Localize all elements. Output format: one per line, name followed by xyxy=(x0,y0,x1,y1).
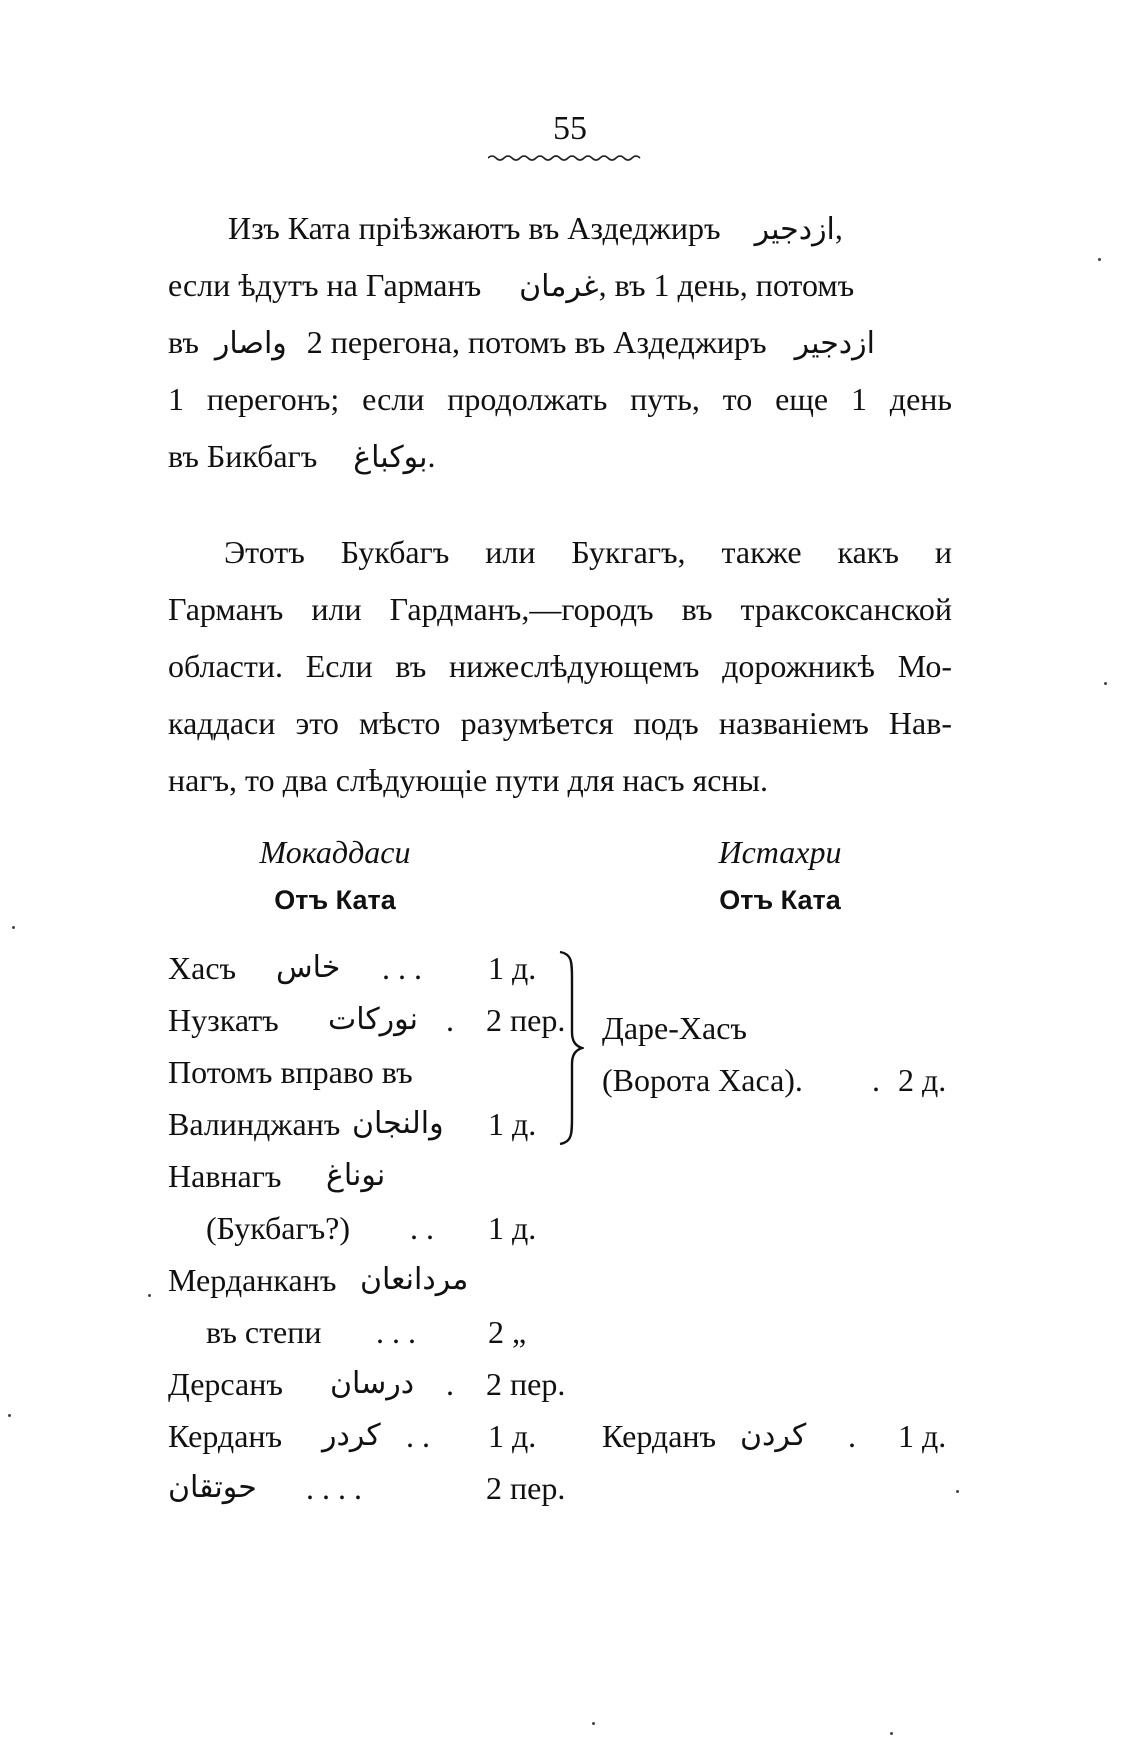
leader-dots: . . xyxy=(410,1210,434,1246)
left-column-header xyxy=(210,832,460,920)
arabic-name: كردن xyxy=(740,1418,807,1453)
page-number: 55 xyxy=(553,110,587,147)
scan-speck xyxy=(956,1490,959,1493)
left-from-label: Отъ Ката xyxy=(274,885,396,915)
line-tail: . xyxy=(427,438,436,474)
place-name: Дерсанъ xyxy=(168,1366,283,1402)
place-name: Мерданканъ xyxy=(168,1262,337,1298)
paragraph-2-line-4: каддаси это мѣсто разумѣется подъ названіемъ Нав- xyxy=(168,705,952,741)
place-name: (Букбагъ?) xyxy=(206,1210,350,1246)
distance: 1 д. xyxy=(488,1106,537,1142)
arabic-name: نوناغ xyxy=(326,1158,386,1193)
scan-speck xyxy=(1104,682,1107,685)
arabic-name: نوركات xyxy=(328,1002,418,1037)
arabic-word: بوكباغ xyxy=(353,440,428,475)
grouping-brace xyxy=(558,950,584,1146)
line-text: въ xyxy=(168,324,199,360)
distance: 1 д. xyxy=(488,950,537,986)
leader-dots: . . . xyxy=(382,950,422,986)
arabic-name: كردر xyxy=(322,1418,381,1453)
distance: 2 д. xyxy=(898,1062,947,1098)
paragraph-1-line-1 xyxy=(168,200,952,257)
leader-dots: . xyxy=(446,1366,454,1402)
scan-speck xyxy=(8,1414,11,1417)
leader-dots: . xyxy=(446,1002,454,1038)
distance: 1 д. xyxy=(488,1210,537,1246)
arabic-word: غرمان xyxy=(519,269,599,304)
paragraph-2-line-3: области. Если въ нижеслѣдующемъ дорожникѣ Мо- xyxy=(168,648,952,684)
distance: 2 пер. xyxy=(486,1002,566,1038)
place-name: Даре-Хасъ xyxy=(602,1010,747,1046)
place-name: (Ворота Хаса). xyxy=(602,1062,803,1098)
arabic-word: ازدجير xyxy=(794,326,875,361)
place-name: Керданъ xyxy=(168,1418,283,1454)
leader-dots: . xyxy=(848,1418,856,1454)
distance: 2 пер. xyxy=(486,1366,566,1402)
right-from-label: Отъ Ката xyxy=(719,885,841,915)
right-column-header xyxy=(660,832,900,920)
paragraph-1-line-2 xyxy=(168,257,952,314)
arabic-name: والنجان xyxy=(352,1106,444,1141)
line-text: въ Бикбагъ xyxy=(168,438,318,474)
leader-dots: . . xyxy=(406,1418,430,1454)
leader-dots: . xyxy=(872,1062,880,1098)
place-name: Потомъ вправо въ xyxy=(168,1054,413,1090)
arabic-word: واصار xyxy=(214,326,287,361)
distance: 2 „ xyxy=(488,1314,527,1350)
scan-speck xyxy=(148,1294,151,1297)
paragraph-2-line-5: нагъ, то два слѣдующіе пути для насъ ясны. xyxy=(168,762,769,798)
paragraph-2-line-2: Гарманъ или Гардманъ,—городъ въ траксоксанской xyxy=(168,591,952,627)
right-author: Истахри xyxy=(718,834,842,870)
arabic-name: خاس xyxy=(276,950,341,985)
arabic-word: ازدجير xyxy=(754,212,835,247)
scan-speck xyxy=(1098,258,1101,261)
place-name: Навнагъ xyxy=(168,1158,282,1194)
line-text: 2 перегона, потомъ въ Аздеджиръ xyxy=(306,324,767,360)
page-number-ornament-rule xyxy=(488,154,644,162)
place-name: Хасъ xyxy=(168,950,237,986)
paragraph-1-line-4: 1 перегонъ; если продолжать путь, то еще 1 день xyxy=(168,381,952,417)
scan-speck xyxy=(12,926,15,929)
paragraph-1-line-5 xyxy=(168,428,952,485)
left-author: Мокаддаси xyxy=(259,834,411,870)
arabic-name: حوتقان xyxy=(168,1470,257,1505)
leader-dots: . . . . xyxy=(306,1470,362,1506)
line-text: если ѣдутъ на Гарманъ xyxy=(168,267,482,303)
line-text: Изъ Ката пріѣзжаютъ въ Аздеджиръ xyxy=(228,210,721,246)
distance: 2 пер. xyxy=(486,1470,566,1506)
line-text: , въ 1 день, потомъ xyxy=(598,267,855,303)
place-name: въ степи xyxy=(206,1314,322,1350)
scan-speck xyxy=(890,1732,893,1735)
paragraph-1-line-3 xyxy=(168,314,952,371)
distance: 1 д. xyxy=(488,1418,537,1454)
scan-speck xyxy=(592,1722,595,1725)
place-name: Нузкатъ xyxy=(168,1002,279,1038)
arabic-name: مردانعان xyxy=(360,1262,469,1297)
leader-dots: . . . xyxy=(376,1314,416,1350)
arabic-name: درسان xyxy=(330,1366,415,1401)
paragraph-2 xyxy=(168,524,952,809)
paragraph-2-line-1: Этотъ Букбагъ или Букгагъ, также какъ и xyxy=(224,534,952,570)
place-name: Валинджанъ xyxy=(168,1106,341,1142)
place-name: Керданъ xyxy=(602,1418,717,1454)
paragraph-1 xyxy=(168,200,952,485)
distance: 1 д. xyxy=(898,1418,947,1454)
line-tail: , xyxy=(834,210,843,246)
